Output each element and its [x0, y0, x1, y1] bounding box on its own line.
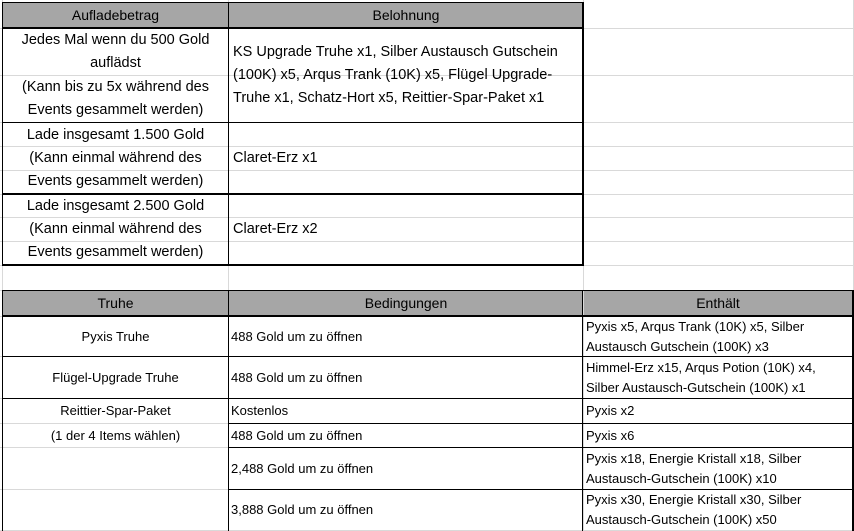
amount-cell: [6, 195, 225, 264]
border: [228, 489, 854, 490]
border: [228, 290, 229, 531]
border: [2, 290, 3, 531]
header-conditions: Bedingungen: [229, 291, 583, 315]
condition-cell: 2,488 Gold um zu öffnen: [231, 460, 374, 476]
border: [228, 423, 854, 424]
border: [582, 290, 583, 531]
border: [228, 447, 854, 448]
header-chest: Truhe: [3, 291, 228, 315]
contents-cell: Pyxis x5, Arqus Trank (10K) x5, Silber Austausch Gutschein (100K) x3: [586, 318, 805, 354]
condition-cell: 3,888 Gold um zu öffnen: [231, 502, 374, 517]
condition-cell: 488 Gold um zu öffnen: [231, 427, 363, 443]
header-amount: Aufladebetrag: [3, 3, 228, 27]
reward-cell: Claret-Erz x1: [233, 149, 318, 166]
contents-cell: Pyxis x30, Energie Kristall x30, Silber Austausch-Gutschein (100K) x50: [586, 492, 802, 527]
note-text: (Kann einmal während des Events gesammelt werden): [27, 221, 204, 260]
chest-note: (1 der 4 Items wählen): [50, 427, 181, 443]
amount-text: Lade insgesamt 2.500 Gold: [26, 198, 205, 214]
note-cell: (Kann bis zu 5x während des Events gesammelt werden): [22, 79, 209, 118]
chest-name: Reittier-Spar-Paket: [60, 403, 171, 418]
chest-name: Flügel-Upgrade Truhe: [52, 369, 179, 385]
reward-cell: Claret-Erz x2: [233, 221, 318, 237]
border: [2, 398, 854, 399]
condition-cell: 488 Gold um zu öffnen: [231, 369, 363, 385]
border: [2, 264, 583, 266]
condition-cell: 488 Gold um zu öffnen: [231, 328, 363, 344]
amount-cell: Jedes Mal wenn du 500 Gold auflädst: [21, 32, 210, 71]
border: [2, 290, 854, 291]
border: [2, 356, 854, 357]
amount-text: Lade insgesamt 1.500 Gold: [26, 126, 205, 143]
condition-cell: Kostenlos: [231, 403, 289, 418]
contents-cell: Himmel-Erz x15, Arqus Potion (10K) x4, Silber Austausch-Gutschein (100K) x1: [586, 359, 816, 395]
border: [2, 2, 3, 266]
border: [2, 122, 583, 123]
reward-cell: KS Upgrade Truhe x1, Silber Austausch Gutschein (100K) x5, Arqus Trank (10K) x5, Flügel Upgrade-Truhe x1, Schatz-Hort x5, Reittier-Spar-Paket x1: [233, 44, 558, 106]
header-contents: Enthält: [584, 291, 852, 315]
border: [2, 27, 583, 29]
contents-cell: Pyxis x2: [586, 403, 635, 418]
chest-name: Pyxis Truhe: [81, 328, 150, 344]
border: [2, 2, 583, 3]
border: [582, 2, 584, 266]
border: [228, 2, 229, 266]
header-reward: Belohnung: [229, 3, 583, 27]
contents-cell: Pyxis x6: [586, 427, 635, 443]
note-text: (Kann einmal während des Events gesammelt werden): [27, 149, 204, 189]
contents-cell: Pyxis x18, Energie Kristall x18, Silber Austausch-Gutschein (100K) x10: [586, 450, 802, 486]
border: [2, 193, 583, 195]
amount-cell: [6, 123, 225, 193]
border: [2, 315, 854, 317]
